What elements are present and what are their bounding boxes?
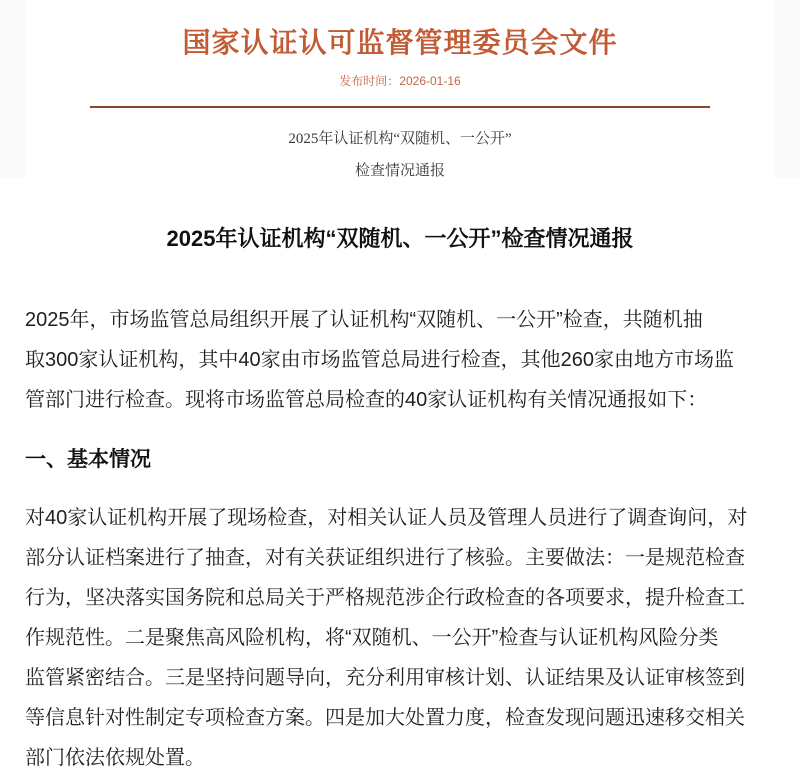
paragraph-intro [25,300,775,420]
publish-date: 2026-01-16 [399,74,461,88]
header-divider [90,106,710,108]
text-line: 对40家认证机构开展了现场检查，对相关认证人员及管理人员进行了调查询问，对 [25,507,748,529]
text-line: 部门依法依规处置。 [25,747,205,769]
publish-time [25,74,775,88]
article-body [0,223,800,778]
text-line: 管部门进行检查。现将市场监管总局检查的40家认证机构有关情况通报如下： [25,389,708,411]
text-line: 作规范性。二是聚焦高风险机构，将“双随机、一公开”检查与认证机构风险分类 [25,627,719,649]
paragraph-section-1 [25,498,775,778]
article-title: 2025年认证机构“双随机、一公开”检查情况通报 [166,226,634,251]
text-line: 取300家认证机构，其中40家由市场监管总局进行检查，其他260家由地方市场监 [25,349,734,371]
text-line: 监管紧密结合。三是坚持问题导向，充分利用审核计划、认证结果及认证审核签到 [25,667,745,689]
text-line: 2025年，市场监管总局组织开展了认证机构“双随机、一公开”检查，共随机抽 [25,309,703,331]
document-header-banner [0,0,800,178]
doc-subtitle-line-2: 检查情况通报 [354,163,445,178]
doc-subtitle-line-1: 2025年认证机构“双随机、一公开” [288,131,512,147]
text-line: 行为，坚决落实国务院和总局关于严格规范涉企行政检查的各项要求，提升检查工 [25,587,745,609]
text-line: 等信息针对性制定专项检查方案。四是加大处置力度，检查发现问题迅速移交相关 [25,707,745,729]
section-heading-basic-situation: 一、基本情况 [25,448,151,471]
header-card [25,0,775,178]
text-line: 部分认证档案进行了抽查，对有关获证组织进行了核验。主要做法：一是规范检查 [25,547,745,569]
agency-title: 国家认证认可监督管理委员会文件 [182,27,618,58]
publish-time-label: 发布时间： [339,74,400,88]
